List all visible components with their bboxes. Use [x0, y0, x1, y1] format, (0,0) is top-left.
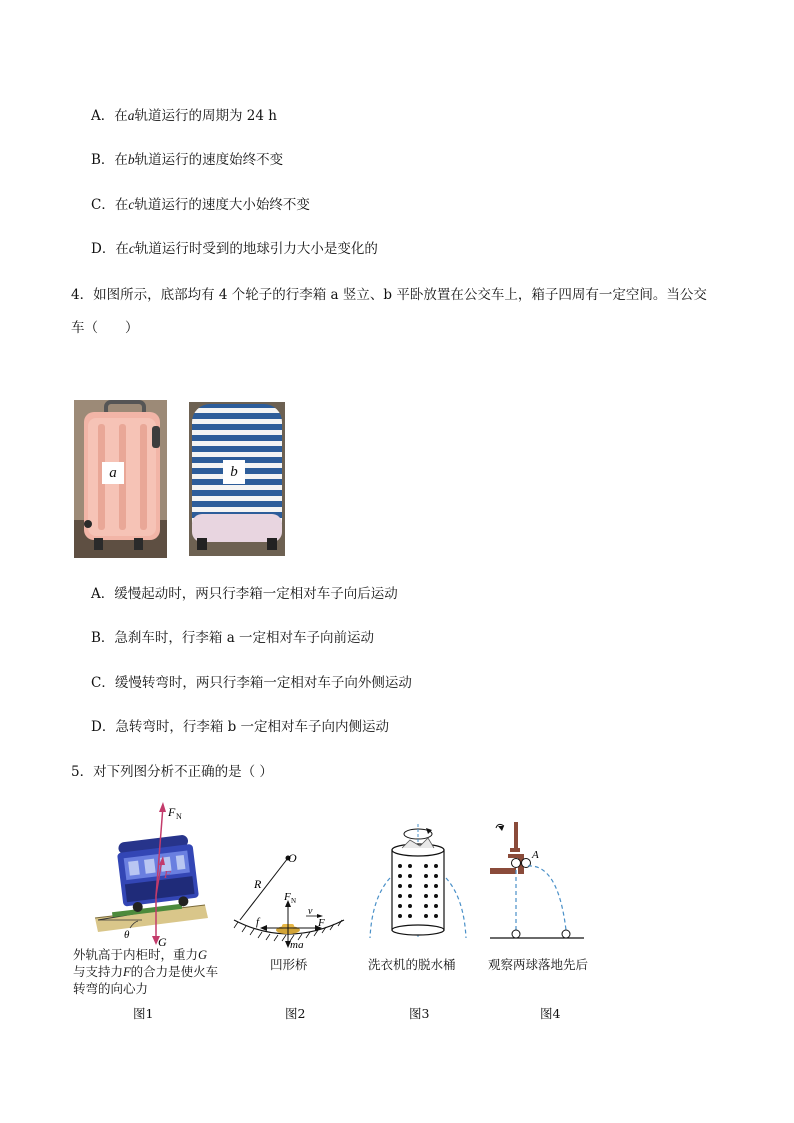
- suitcase-a-photo: [74, 400, 167, 558]
- fig2-r-label: R: [254, 877, 262, 891]
- q4-stem-line2: 车（ ）: [71, 320, 139, 336]
- fig1-label: 图1: [133, 1006, 154, 1021]
- q4-option-c: C．缓慢转弯时，两只行李箱一定相对车子向外侧运动: [91, 675, 412, 691]
- q5-stem: 5．对下列图分析不正确的是（ ）: [71, 764, 273, 780]
- fig4-caption: 观察两球落地先后: [488, 957, 589, 972]
- figure3-spin-tub: [362, 818, 472, 948]
- q3-option-a: A．在a轨道运行的周期为 24 h: [91, 108, 277, 124]
- fig2-mg-label: mg: [290, 939, 304, 948]
- q4-option-d: D．急转弯时，行李箱 b 一定相对车子向内侧运动: [91, 719, 390, 735]
- fig1-g-label: G: [158, 935, 167, 949]
- suitcase-b-photo: [189, 402, 285, 556]
- fig1-fn-label: F: [168, 805, 176, 819]
- fig1-caption-line3: 转弯的向心力: [73, 981, 149, 996]
- fig2-fn-sub: N: [291, 897, 297, 905]
- suitcase-a-label: a: [109, 465, 117, 481]
- figure4-falling-balls: [488, 818, 588, 944]
- fig2-f-small-label: f: [256, 916, 260, 928]
- fig2-label: 图2: [285, 1006, 306, 1021]
- fig2-o-label: O: [288, 851, 297, 865]
- figure1-train: [90, 800, 210, 950]
- fig1-theta-label: θ: [124, 929, 130, 941]
- fig1-caption-line2: 与支持力F的合力是使火车: [73, 964, 219, 979]
- q3-option-d: D．在c轨道运行时受到的地球引力大小是变化的: [91, 241, 378, 257]
- fig2-fn-label: F: [284, 891, 291, 903]
- q3-option-c: C．在c轨道运行的速度大小始终不变: [91, 197, 310, 213]
- fig4-label: 图4: [540, 1006, 561, 1021]
- fig1-f-label: F: [164, 869, 171, 881]
- fig1-fn-sub: N: [176, 812, 182, 821]
- q4-option-a: A．缓慢起动时，两只行李箱一定相对车子向后运动: [91, 586, 398, 602]
- fig2-caption: 凹形桥: [270, 957, 308, 972]
- q3-option-b: B．在b轨道运行的速度始终不变: [91, 152, 284, 168]
- q4-option-b: B．急刹车时，行李箱 a 一定相对车子向前运动: [91, 630, 375, 646]
- fig4-a-label: A: [532, 849, 539, 861]
- fig2-v-label: v: [308, 906, 313, 917]
- fig3-caption: 洗衣机的脱水桶: [368, 957, 456, 972]
- q4-stem-line1: 4．如图所示，底部均有 4 个轮子的行李箱 a 竖立、b 平卧放置在公交车上，箱子四周有一定空间。当公交: [71, 287, 707, 303]
- figure2-concave-bridge: [230, 848, 350, 948]
- suitcase-b-label: b: [230, 464, 238, 480]
- fig1-caption-line1: 外轨高于内柜时，重力G: [73, 947, 208, 962]
- fig3-label: 图3: [409, 1006, 430, 1021]
- fig2-f-big-label: F: [318, 917, 325, 929]
